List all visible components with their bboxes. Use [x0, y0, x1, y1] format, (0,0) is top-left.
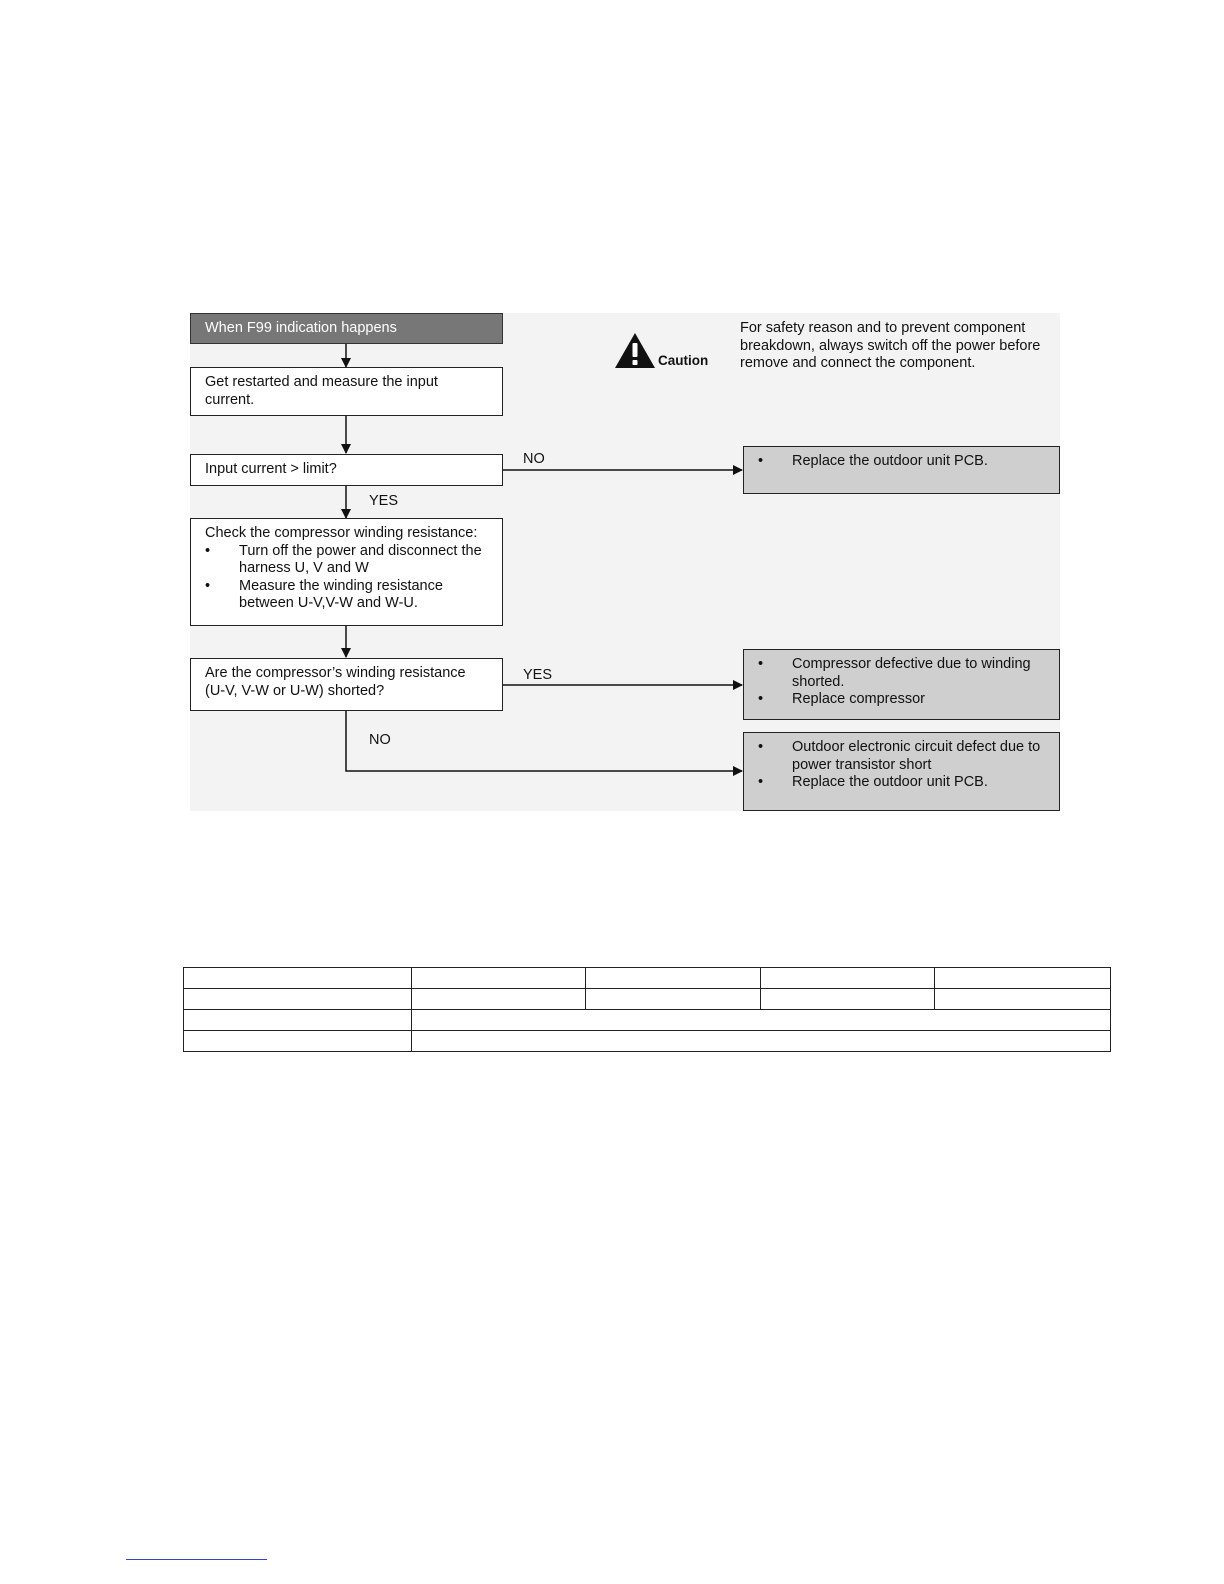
table-cell	[761, 989, 935, 1010]
result1-bullet-1: • Replace the outdoor unit PCB.	[758, 453, 1045, 471]
table-cell	[184, 1031, 412, 1052]
step2-box	[190, 518, 503, 626]
table-cell	[184, 1010, 412, 1031]
warning-triangle-icon	[614, 332, 656, 370]
step1-text-line2: current.	[205, 391, 255, 408]
table-cell	[412, 1031, 1111, 1052]
table-cell	[586, 968, 761, 989]
decision1-text: Input current > limit?	[205, 461, 337, 477]
step2-title: Check the compressor winding resistance:	[205, 525, 478, 541]
result3-box	[743, 732, 1060, 811]
result1-box	[743, 446, 1060, 494]
table-cell	[412, 968, 586, 989]
table-cell	[586, 989, 761, 1010]
caution-note: For safety reason and to prevent component breakdown, always switch off the power before remove and connect the component.	[740, 320, 1041, 371]
footer-link-underline[interactable]	[126, 1559, 267, 1560]
decision2-no-label: NO	[369, 732, 391, 748]
decision2-yes-label: YES	[523, 667, 553, 683]
result2-bullet-2: • Replace compressor	[758, 691, 1045, 709]
table-row	[184, 989, 1111, 1010]
spec-table	[183, 967, 1111, 1052]
result2-box	[743, 649, 1060, 720]
table-cell	[412, 1010, 1111, 1031]
decision2-text-line1: Are the compressor’s winding resistance	[205, 665, 466, 681]
decision1-yes-label: YES	[369, 493, 399, 509]
decision2-text-line2: (U-V, V-W or U-W) shorted?	[205, 682, 385, 699]
result2-bullet-1: • Compressor defective due to winding shorted.	[758, 656, 1045, 691]
decision1-no-label: NO	[523, 451, 545, 467]
result3-bullet-2: • Replace the outdoor unit PCB.	[758, 774, 1045, 792]
decision2-box	[190, 658, 503, 711]
table-cell	[935, 989, 1111, 1010]
result3-bullet-1: • Outdoor electronic circuit defect due to power transistor short	[758, 739, 1045, 774]
table-cell	[412, 989, 586, 1010]
table-row	[184, 1031, 1111, 1052]
step2-bullet-2: • Measure the winding resistance between U-V,V-W and W-U.	[205, 578, 488, 613]
table-cell	[184, 968, 412, 989]
arrow-decision2-no	[346, 711, 742, 771]
table-cell	[184, 989, 412, 1010]
caution-label: Caution	[658, 353, 709, 368]
table-cell	[761, 968, 935, 989]
start-text: When F99 indication happens	[205, 320, 397, 336]
decision1-box	[190, 454, 503, 486]
start-box	[190, 313, 503, 344]
step1-box	[190, 367, 503, 416]
table-cell	[935, 968, 1111, 989]
table-row	[184, 968, 1111, 989]
table-row	[184, 1010, 1111, 1031]
step2-bullet-1: • Turn off the power and disconnect the harness U, V and W	[205, 543, 488, 578]
step1-text-line1: Get restarted and measure the input	[205, 374, 438, 390]
step2-list	[205, 543, 488, 613]
